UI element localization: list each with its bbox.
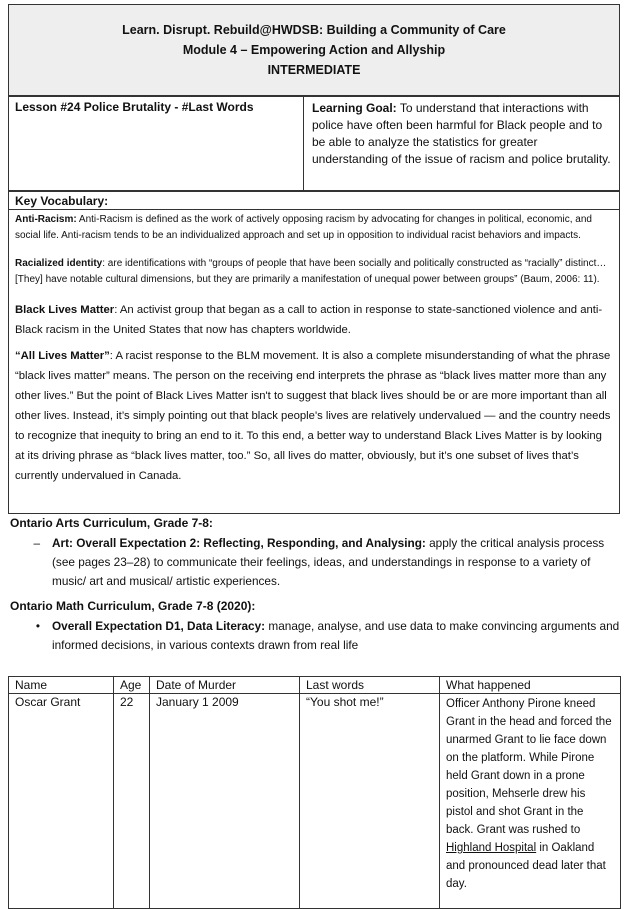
- header-level: INTERMEDIATE: [267, 63, 361, 77]
- vocab-heading: Key Vocabulary:: [9, 194, 619, 210]
- vocab-all-lives-matter: [15, 346, 613, 486]
- cell-age: 22: [114, 694, 150, 909]
- math-expectation-label: Overall Expectation D1, Data Literacy:: [52, 619, 266, 633]
- vocab-black-lives-matter: [15, 300, 613, 340]
- learning-goal: [304, 97, 619, 171]
- vocab-term: “All Lives Matter”: [15, 350, 110, 362]
- math-expectation: [8, 617, 620, 655]
- col-header-age: Age: [114, 677, 150, 694]
- cell-what-happened: [440, 694, 621, 909]
- what-text: Officer Anthony Pirone kneed Grant in the head and forced the unarmed Grant to lie face down on the platform. While Pirone held Grant down in a prone position, Mehserle drew his pistol and shot Grant in the back. Grant was rushed to: [446, 698, 612, 836]
- cell-name: Oscar Grant: [9, 694, 114, 909]
- arts-expectation: [8, 534, 620, 591]
- header-title: Learn. Disrupt. Rebuild@HWDSB: Building a Community of Care: [122, 23, 506, 37]
- col-header-date: Date of Murder: [150, 677, 300, 694]
- learning-goal-text: To understand that interactions with police have often been harmful for Black people and to be able to analyze the statistics for greater understanding of the issue of racism and police brutality.: [312, 101, 611, 166]
- dash-marker: –: [33, 536, 40, 550]
- math-curriculum-heading: Ontario Math Curriculum, Grade 7-8 (2020):: [10, 599, 256, 613]
- vocab-definition: : are identifications with “groups of people that have been socially and politically constructed as “racially” distinct… [They] have notable cultural dimensions, but they are primarily a manifestation of unequal power between groups” (Baum, 2006: 11).: [15, 258, 607, 285]
- arts-curriculum-heading: Ontario Arts Curriculum, Grade 7-8:: [10, 516, 213, 530]
- vocab-term: Black Lives Matter: [15, 304, 115, 316]
- table-row: [9, 694, 621, 909]
- vocab-anti-racism: [15, 212, 613, 244]
- last-words-table: [8, 676, 621, 909]
- learning-goal-label: Learning Goal:: [312, 101, 397, 115]
- vocab-racialized-identity: [15, 256, 613, 288]
- highland-hospital-link[interactable]: Highland Hospital: [446, 842, 537, 854]
- math-expectation-text: manage, analyse, and use data to make convincing arguments and informed decisions, in various contexts drawn from real life: [52, 619, 620, 652]
- document-header: [8, 4, 620, 96]
- vocab-definition: : A racist response to the BLM movement. It is also a complete misunderstanding of what the phrase “black lives matter” means. The person on the receiving end interprets the phrase as “black lives matter more than any other lives.” But the point of Black Lives Matter isn't to suggest that black lives should be or are more important than all other lives. Instead, it’s simply pointing out that black people's lives are relatively undervalued — and the country needs to recognize that inequity to bring an end to it. To this end, a better way to understand Black Lives Matter is by looking at its driving phrase as “black lives matter, too.” So, all lives do matter, obviously, but it’s one subset of lives that’s currently undervalued in Canada.: [15, 350, 611, 482]
- arts-expectation-label: Art: Overall Expectation 2: Reflecting, Responding, and Analysing:: [52, 536, 426, 550]
- header-module: Module 4 – Empowering Action and Allyship: [182, 43, 446, 57]
- vocab-term: Anti-Racism:: [15, 214, 77, 225]
- col-header-name: Name: [9, 677, 114, 694]
- cell-date: January 1 2009: [150, 694, 300, 909]
- col-header-last-words: Last words: [300, 677, 440, 694]
- what-text-end: in Oakland and pronounced dead later that day.: [446, 842, 606, 890]
- vocab-definition: Anti-Racism is defined as the work of actively opposing racism by advocating for changes in political, economic, and social life. Anti-racism tends to be an individualized approach and set up in opposition to individual racist behaviors and impacts.: [15, 214, 592, 241]
- curriculum-section: [8, 516, 620, 663]
- key-vocabulary: [8, 191, 620, 514]
- cell-last-words: “You shot me!”: [300, 694, 440, 909]
- lesson-title: Lesson #24 Police Brutality - #Last Words: [9, 97, 304, 190]
- table-header-row: [9, 677, 621, 694]
- bullet-icon: •: [35, 619, 40, 633]
- vocab-term: Racialized identity: [15, 258, 103, 269]
- vocab-definition: : An activist group that began as a call to action in response to state-sanctioned violence and anti-Black racism in the United States that now has chapters worldwide.: [15, 304, 603, 336]
- col-header-what-happened: What happened: [440, 677, 621, 694]
- lesson-row: [8, 96, 620, 191]
- arts-expectation-text: apply the critical analysis process (see pages 23–28) to communicate their feelings, ideas, and understandings in response to a variety of music/ art and musical/ artistic experiences.: [52, 536, 605, 588]
